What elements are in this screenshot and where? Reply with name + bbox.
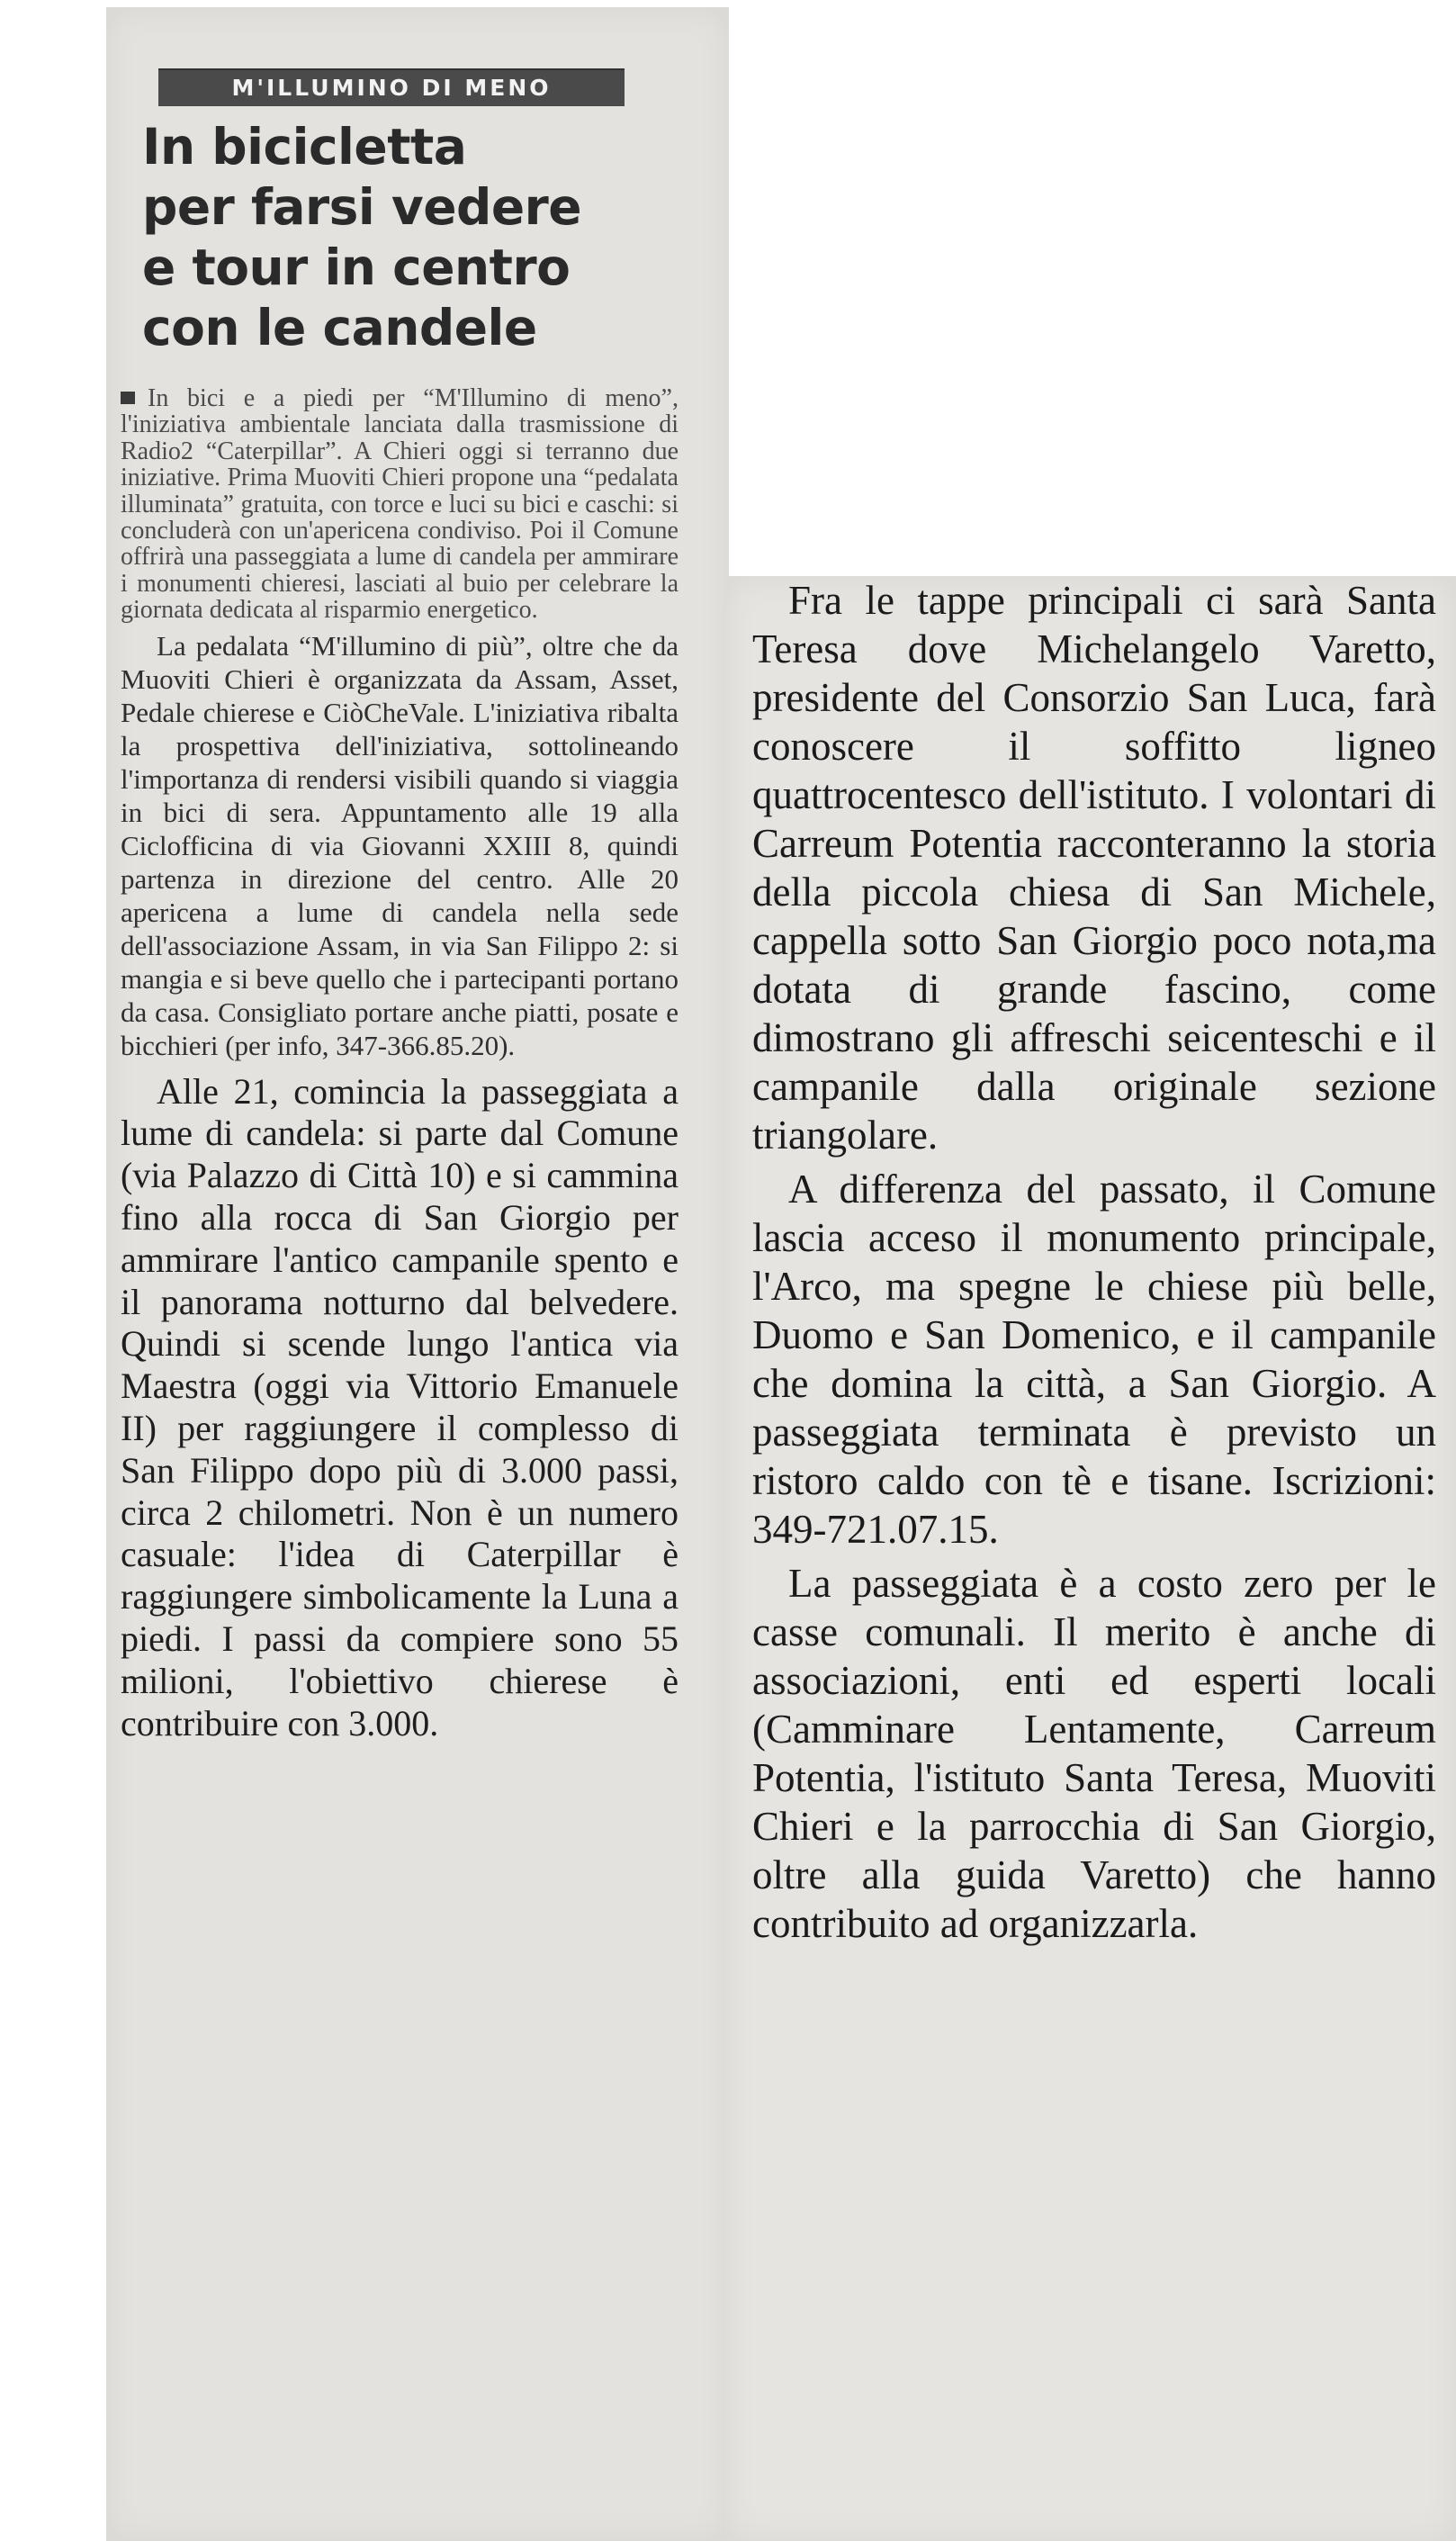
article-column-right <box>752 576 1436 1948</box>
clipping-left <box>106 7 729 2541</box>
headline-line: per farsi vedere <box>142 178 582 236</box>
section-rubric: M'ILLUMINO DI MENO <box>158 70 625 106</box>
article-paragraph: Fra le tappe principali ci sarà Santa Teresa dove Michelangelo Varetto, presidente del Consorzio San Luca, farà conoscere il soffitto ligneo quattrocentesco dell'istituto. I volontari di Carreum Potentia racconteranno la storia della piccola chiesa di San Michele, cappella sotto San Giorgio poco nota,ma dotata di grande fascino, come dimostrano gli affreschi seicenteschi e il campanile dalla originale sezione triangolare. <box>752 578 1436 1158</box>
article-paragraph: La pedalata “M'illumino di più”, oltre che da Muoviti Chieri è organizzata da Assam, Asset, Pedale chierese e CiòCheVale. L'iniziativa ribalta la prospettiva dell'iniziativa, sottolineando l'importanza di rendersi visibili quando si viaggia in bici di sera. Appuntamento alle 19 alla Ciclofficina di via Giovanni XXIII 8, quindi partenza in direzione del centro. Alle 20 apericena a lume di candela nella sede dell'associazione Assam, in via San Filippo 2: si mangia e si beve quello che i partecipanti portano da casa. Consigliato portare anche piatti, posate e bicchieri (per info, 347-366.85.20). <box>121 629 679 1061</box>
article-paragraph: A differenza del passato, il Comune lascia acceso il monumento principale, l'Arco, ma spegne le chiese più belle, Duomo e San Domenico, e il campanile che domina la città, a San Giorgio. A passeggiata terminata è previsto un ristoro caldo con tè e tisane. Iscrizioni: 349-721.07.15. <box>752 1167 1436 1552</box>
paragraph-bullet-icon <box>121 392 135 404</box>
article-paragraph: Alle 21, comincia la passeggiata a lume di candela: si parte dal Comune (via Palazzo di Città 10) e si cammina fino alla rocca di San Giorgio per ammirare l'antico campanile spento e il panorama notturno dal belvedere. Quindi si scende lungo l'antica via Maestra (oggi via Vittorio Emanuele II) per raggiungere il complesso di San Filippo dopo più di 3.000 passi, circa 2 chilometri. Non è un numero casuale: l'idea di Caterpillar è raggiungere simbolicamente la Luna a piedi. I passi da compiere sono 55 milioni, l'obiettivo chierese è contribuire con 3.000. <box>121 1070 679 1744</box>
clipping-right <box>725 576 1456 2541</box>
headline <box>142 117 682 358</box>
article-paragraph <box>121 385 679 624</box>
headline-line: con le candele <box>142 299 537 356</box>
article-column-left <box>121 385 679 1744</box>
headline-line: In bicicletta <box>142 118 467 176</box>
headline-line: e tour in centro <box>142 239 571 296</box>
article-paragraph: La passeggiata è a costo zero per le casse comunali. Il merito è anche di associazioni, enti ed esperti locali (Camminare Lentamente, Carreum Potentia, l'istituto Santa Teresa, Muoviti Chieri e la parrocchia di San Giorgio, oltre alla guida Varetto) che hanno contribuito ad organizzarla. <box>752 1561 1436 1946</box>
paragraph-text: In bici e a piedi per “M'Illumino di meno”, l'iniziativa ambientale lanciata dalla trasmissione di Radio2 “Caterpillar”. A Chieri oggi si terranno due iniziative. Prima Muoviti Chieri propone una “pedalata illuminata” gratuita, con torce e luci su bici e caschi: si concluderà con un'apericena condiviso. Poi il Comune offrirà una passeggiata a lume di candela per ammirare i monumenti chieresi, lasciati al buio per celebrare la giornata dedicata al risparmio energetico. <box>121 384 679 625</box>
